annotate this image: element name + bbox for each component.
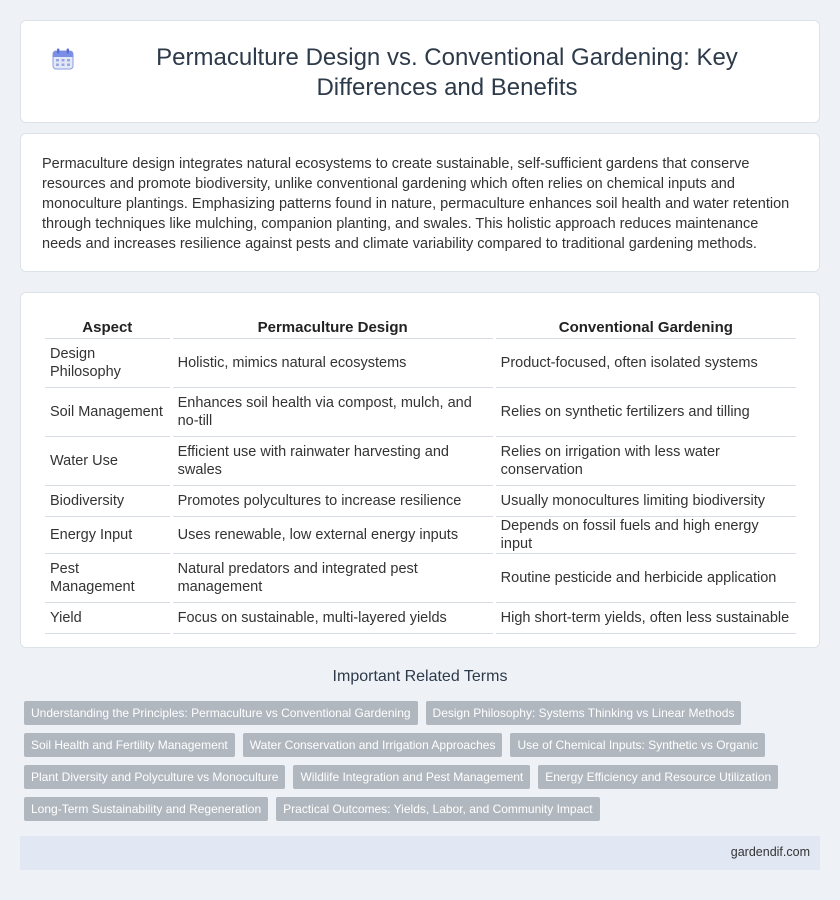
tag-row <box>24 701 814 725</box>
related-term-tag[interactable]: Plant Diversity and Polyculture vs Monoculture <box>24 765 285 789</box>
title-card <box>20 20 820 123</box>
cell-conventional: High short-term yields, often less sustainable <box>496 603 796 634</box>
related-term-tag[interactable]: Long-Term Sustainability and Regeneration <box>24 797 268 821</box>
cell-aspect: Design Philosophy <box>45 339 170 388</box>
cell-conventional: Routine pesticide and herbicide application <box>496 554 796 603</box>
table-row <box>45 486 796 517</box>
tag-row <box>24 797 814 821</box>
footer <box>20 836 820 870</box>
related-term-tag[interactable]: Practical Outcomes: Yields, Labor, and Community Impact <box>276 797 599 821</box>
related-term-tag[interactable]: Water Conservation and Irrigation Approaches <box>243 733 503 757</box>
table-row <box>45 388 796 437</box>
cell-conventional: Relies on irrigation with less water conservation <box>496 437 796 486</box>
cell-permaculture: Efficient use with rainwater harvesting and swales <box>173 437 493 486</box>
cell-aspect: Biodiversity <box>45 486 170 517</box>
cell-conventional: Depends on fossil fuels and high energy input <box>496 517 796 554</box>
cell-conventional: Relies on synthetic fertilizers and tilling <box>496 388 796 437</box>
intro-card <box>20 133 820 272</box>
column-header-permaculture: Permaculture Design <box>173 315 493 339</box>
cell-conventional: Usually monocultures limiting biodiversity <box>496 486 796 517</box>
intro-paragraph: Permaculture design integrates natural ecosystems to create sustainable, self-sufficient gardens that conserve resources and promote biodiversity, unlike conventional gardening which often relies on chemical inputs and monoculture plantings. Emphasizing patterns found in nature, permaculture enhances soil health and water retention through techniques like mulching, companion planting, and swales. This holistic approach reduces maintenance needs and increases resilience against pests and climate variability compared to traditional gardening methods. <box>42 156 790 252</box>
cell-permaculture: Focus on sustainable, multi-layered yields <box>173 603 493 634</box>
table-row <box>45 554 796 603</box>
related-term-tag[interactable]: Design Philosophy: Systems Thinking vs Linear Methods <box>426 701 742 725</box>
cell-permaculture: Enhances soil health via compost, mulch, and no-till <box>173 388 493 437</box>
cell-aspect: Soil Management <box>45 388 170 437</box>
tag-row <box>24 765 814 789</box>
table-row <box>45 339 796 388</box>
related-term-tag[interactable]: Understanding the Principles: Permaculture vs Conventional Gardening <box>24 701 418 725</box>
cell-aspect: Yield <box>45 603 170 634</box>
table-row <box>45 517 796 554</box>
footer-site-link[interactable]: gardendif.com <box>730 845 810 859</box>
table-row <box>45 437 796 486</box>
page-title: Permaculture Design vs. Conventional Gardening: Key Differences and Benefits <box>156 44 738 101</box>
cell-permaculture: Promotes polycultures to increase resilience <box>173 486 493 517</box>
related-term-tag[interactable]: Use of Chemical Inputs: Synthetic vs Organic <box>510 733 765 757</box>
calendar-icon <box>51 47 75 71</box>
title-bar <box>21 21 819 122</box>
table-row <box>45 603 796 634</box>
related-term-tag[interactable]: Wildlife Integration and Pest Management <box>293 765 530 789</box>
tag-row <box>24 733 814 757</box>
cell-permaculture: Uses renewable, low external energy inputs <box>173 517 493 554</box>
cell-conventional: Product-focused, often isolated systems <box>496 339 796 388</box>
comparison-card <box>20 292 820 648</box>
cell-aspect: Pest Management <box>45 554 170 603</box>
table-header-row <box>45 315 796 339</box>
comparison-table <box>42 315 799 634</box>
related-terms-heading: Important Related Terms <box>332 668 508 685</box>
related-term-tag[interactable]: Energy Efficiency and Resource Utilization <box>538 765 778 789</box>
cell-permaculture: Holistic, mimics natural ecosystems <box>173 339 493 388</box>
related-terms-list <box>24 701 814 829</box>
related-term-tag[interactable]: Soil Health and Fertility Management <box>24 733 235 757</box>
cell-aspect: Water Use <box>45 437 170 486</box>
column-header-aspect: Aspect <box>45 315 170 339</box>
cell-aspect: Energy Input <box>45 517 170 554</box>
column-header-conventional: Conventional Gardening <box>496 315 796 339</box>
cell-permaculture: Natural predators and integrated pest management <box>173 554 493 603</box>
